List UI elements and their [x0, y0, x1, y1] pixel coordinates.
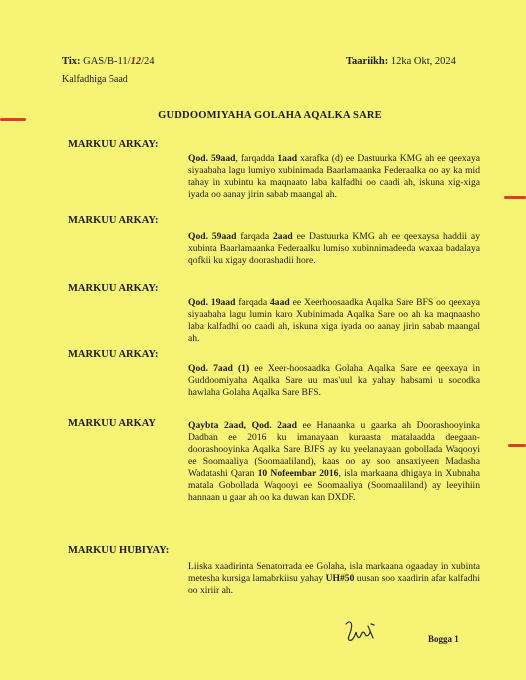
section-heading: MARKUU ARKAY: [68, 418, 156, 429]
reference-suffix: /24: [141, 56, 155, 67]
bold-text-run: 1aad: [277, 153, 298, 164]
page-number: Bogga 1: [428, 634, 459, 644]
handwritten-signature: [343, 618, 377, 644]
reference-prefix: GAS/B-11/: [80, 56, 131, 67]
text-run: , isla markaana dhigaya in Xubnaha matala Gobollada Waqooyi ee Soomaaliya (Soomaaliland) ay leeyihiin hannaan u gaar ah oo ka duwan kan DXDF.: [188, 468, 480, 503]
red-margin-mark: [504, 196, 526, 199]
text-run: farqada: [236, 231, 273, 242]
bold-text-run: Qod. 19aad: [188, 297, 236, 308]
bold-text-run: 10 Nofeembar 2016: [257, 468, 339, 479]
section-heading: MARKUU ARKAY:: [68, 349, 159, 360]
reference-number: [62, 56, 154, 67]
text-run: farqada: [235, 297, 270, 308]
section-heading: MARKUU ARKAY:: [68, 283, 159, 294]
text-run: Liiska xaadirinta Senatorrada ee Golaha, isla markaana ogaaday in xubinta metesha kursiga lamabrkiisu yahay: [188, 561, 480, 584]
section-paragraph: [188, 420, 480, 504]
document-date: [346, 56, 456, 67]
bold-text-run: 4aad: [269, 297, 290, 308]
bold-text-run: UH#50: [325, 573, 355, 584]
date-label: Taariikh:: [346, 56, 389, 67]
text-run: ee Dastuurka KMG ah ee qeexaysa haddii ay xubinta Baarlamaanka Federaalku lumiso xubinnimadeeda waxaa badalaya qofkii ku xigay doorashadii hore.: [188, 231, 480, 266]
text-run: uusan soo xaadirin afar kalfadhi oo xiriir ah.: [188, 573, 480, 596]
bold-text-run: (1): [237, 363, 250, 374]
date-value: 12ka Okt, 2024: [388, 56, 456, 67]
text-run: ee Hanaanka u gaarka ah Doorashooyinka Dadban ee 2016 ku imanayaan kuraasta matalaadda deegaan-doorashooyinka Aqalka Sare BJFS ay ku yeelanayaan gobollada Waqooyi ee Soomaaliya (Soomaaliland), kaas oo ay soo ansaxiyeen Madasha Wadatashi Qaran: [188, 420, 480, 479]
text-run: ee Xeerhoosaadka Aqalka Sare BFS oo qeexaya siyaabaha lagu lumin karo Xubinimada Aqalka Sare oo ah ka maqnaasho laba kalfadhi oo caadi ah, iskuna xiga iyada oo aanay jirin sabab maangal ah.: [188, 297, 480, 344]
bold-text-run: Qod. 7aad: [188, 363, 233, 374]
reference-label: Tix:: [62, 56, 81, 67]
bold-text-run: 2aad: [272, 231, 293, 242]
section-heading: MARKUU ARKAY:: [68, 139, 159, 150]
section-heading: MARKUU HUBIYAY:: [68, 545, 170, 556]
section-paragraph: [188, 561, 480, 597]
bold-text-run: Qod. 59aad: [188, 153, 236, 164]
section-paragraph: [188, 297, 480, 345]
section-paragraph: [188, 153, 480, 201]
text-run: ee Xeer-hoosaadka Golaha Aqalka Sare ee qeexaya in Guddoomiyaha Aqalka Sare uu mas'uul ka yahay habsami u socodka hawlaha Golaha Aqalka Sare BFS.: [188, 363, 480, 398]
section-heading: MARKUU ARKAY:: [68, 215, 159, 226]
handwritten-reference-digits: 12: [130, 56, 142, 67]
section-paragraph: [188, 363, 480, 399]
document-title: GUDDOOMIYAHA GOLAHA AQALKA SARE: [158, 110, 382, 121]
section-paragraph: [188, 231, 480, 267]
text-run: , farqadda: [235, 153, 278, 164]
red-margin-mark: [508, 444, 526, 447]
session-label: Kalfadhiga 5aad: [62, 74, 128, 85]
text-run: xarafka (d) ee Dastuurka KMG ah ee qeexaya siyaabaha lagu lumiyo xubinimada Baarlamaanka Federaalka oo ay ka mid tahay in xubintu ka maqnaato laba kalfadhi oo caadi ah, iskuna xig-xiga iyada oo aanay jirin sabab maangal ah.: [188, 153, 480, 200]
bold-text-run: Qaybta 2aad, Qod. 2aad: [188, 420, 297, 431]
bold-text-run: Qod. 59aad: [188, 231, 237, 242]
red-margin-mark: [0, 118, 26, 121]
